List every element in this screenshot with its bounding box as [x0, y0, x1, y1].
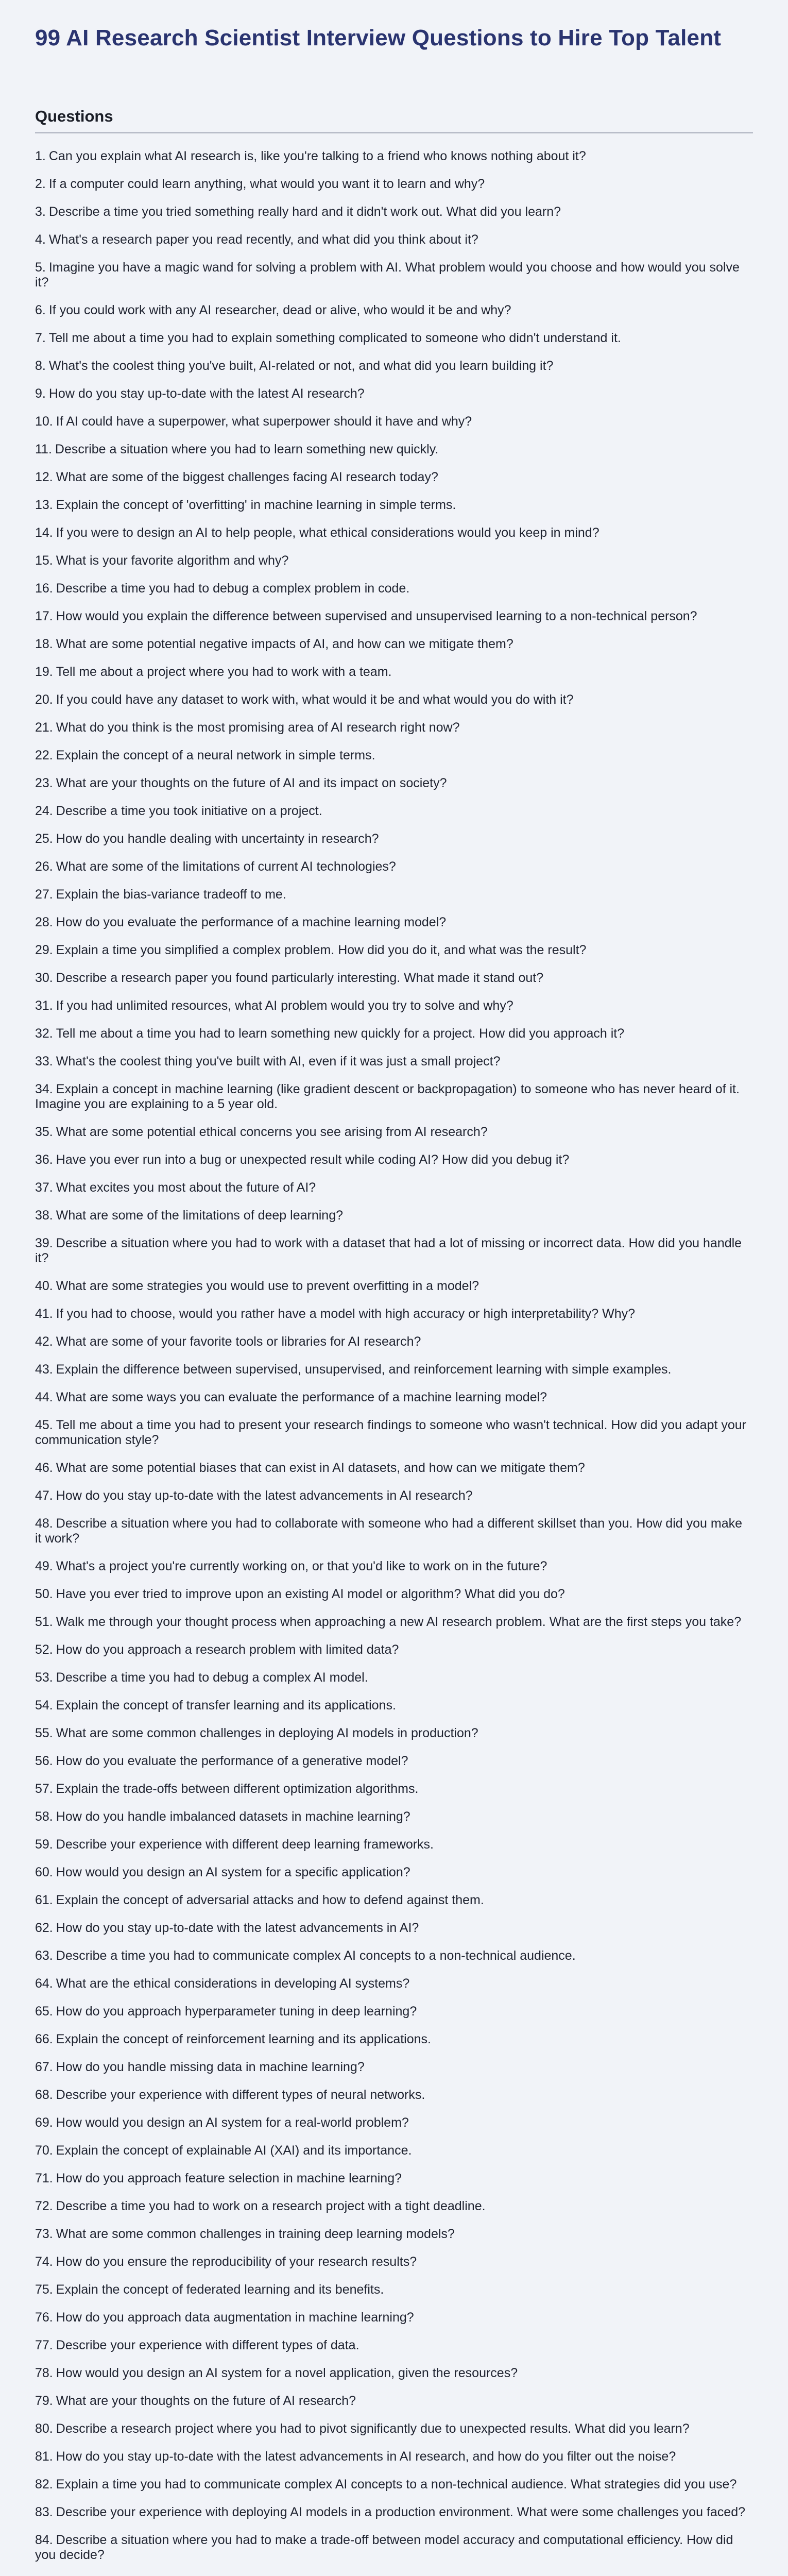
question-number: 43. [35, 1362, 53, 1377]
question-number: 28. [35, 915, 53, 929]
question-item [35, 553, 753, 568]
question-item [35, 177, 753, 192]
question-number: 44. [35, 1390, 53, 1404]
question-text: Describe a time you took initiative on a project. [56, 804, 322, 818]
question-item [35, 971, 753, 986]
question-text: What are some ways you can evaluate the performance of a machine learning model? [56, 1390, 547, 1404]
question-number: 72. [35, 2199, 53, 2213]
section-divider [35, 132, 753, 133]
question-item [35, 859, 753, 874]
question-text: Describe a time you tried something really hard and it didn't work out. What did you learn? [48, 205, 561, 219]
question-number: 64. [35, 1976, 53, 1991]
question-number: 1. [35, 149, 46, 163]
question-item [35, 692, 753, 707]
question-item [35, 2310, 753, 2325]
question-text: What are some of the biggest challenges facing AI research today? [56, 470, 438, 484]
question-number: 42. [35, 1334, 53, 1349]
question-text: What is your favorite algorithm and why? [56, 553, 289, 568]
page-title: 99 AI Research Scientist Interview Questions to Hire Top Talent [35, 25, 722, 50]
question-text: How would you design an AI system for a novel application, given the resources? [56, 2366, 518, 2380]
question-item [35, 1642, 753, 1657]
question-number: 35. [35, 1125, 53, 1139]
question-number: 49. [35, 1559, 53, 1573]
question-text: Tell me about a time you had to learn something new quickly for a project. How did you approach it? [56, 1026, 625, 1041]
question-item [35, 1390, 753, 1405]
question-number: 77. [35, 2338, 53, 2352]
question-item [35, 2004, 753, 2019]
question-item [35, 2115, 753, 2130]
question-text: What excites you most about the future of AI? [56, 1180, 316, 1195]
question-text: Explain the concept of federated learning and its benefits. [56, 2282, 384, 2297]
question-item [35, 526, 753, 540]
question-number: 4. [35, 232, 46, 247]
question-text: Tell me about a project where you had to work with a team. [56, 665, 392, 679]
question-text: Explain the concept of 'overfitting' in machine learning in simple terms. [56, 498, 456, 512]
question-item [35, 2199, 753, 2214]
question-item [35, 2282, 753, 2297]
question-number: 47. [35, 1488, 53, 1503]
question-text: What are some common challenges in training deep learning models? [56, 2227, 455, 2241]
question-number: 6. [35, 303, 46, 317]
question-item [35, 748, 753, 763]
question-text: Describe your experience with different types of data. [56, 2338, 359, 2352]
question-item [35, 470, 753, 485]
question-item [35, 2366, 753, 2381]
question-item [35, 1615, 753, 1630]
question-text: Describe a research project where you had to pivot significantly due to unexpected results. What did you learn? [56, 2421, 690, 2436]
question-item [35, 1082, 753, 1112]
question-text: If AI could have a superpower, what superpower should it have and why? [56, 414, 472, 429]
question-item [35, 720, 753, 735]
question-text: Describe a situation where you had to learn something new quickly. [55, 442, 439, 456]
question-text: If a computer could learn anything, what would you want it to learn and why? [48, 177, 485, 191]
question-item [35, 1559, 753, 1574]
question-item [35, 2449, 753, 2464]
question-item [35, 1726, 753, 1741]
question-item [35, 1948, 753, 1963]
question-number: 58. [35, 1809, 53, 1824]
question-item [35, 1782, 753, 1797]
question-item [35, 1809, 753, 1824]
question-text: What are some of the limitations of deep learning? [56, 1208, 344, 1223]
question-number: 41. [35, 1307, 53, 1321]
question-number: 2. [35, 177, 46, 191]
question-text: Explain the trade-offs between different optimization algorithms. [56, 1782, 419, 1796]
question-number: 66. [35, 2032, 53, 2046]
question-item [35, 1054, 753, 1069]
question-number: 23. [35, 776, 53, 790]
question-text: If you had to choose, would you rather have a model with high accuracy or high interpretability? Why? [56, 1307, 635, 1321]
question-number: 81. [35, 2449, 53, 2464]
question-item [35, 1754, 753, 1769]
question-number: 82. [35, 2477, 53, 2492]
question-number: 10. [35, 414, 53, 429]
question-number: 34. [35, 1082, 53, 1096]
question-number: 37. [35, 1180, 53, 1195]
question-text: If you could have any dataset to work with, what would it be and what would you do with it? [56, 692, 574, 707]
question-text: Have you ever run into a bug or unexpected result while coding AI? How did you debug it? [56, 1153, 570, 1167]
question-text: If you were to design an AI to help people, what ethical considerations would you keep in mind? [56, 526, 599, 540]
question-text: How do you ensure the reproducibility of your research results? [56, 2255, 417, 2269]
question-text: Describe a time you had to work on a research project with a tight deadline. [56, 2199, 486, 2213]
question-item [35, 609, 753, 624]
question-number: 83. [35, 2505, 53, 2519]
question-text: Can you explain what AI research is, like you're talking to a friend who knows nothing about it? [48, 149, 586, 163]
question-number: 40. [35, 1279, 53, 1293]
question-text: How do you stay up-to-date with the latest advancements in AI research, and how do you filter out the noise? [56, 2449, 676, 2464]
question-text: Explain the concept of explainable AI (XAI) and its importance. [56, 2143, 412, 2158]
question-number: 67. [35, 2060, 53, 2074]
question-text: Describe a situation where you had to make a trade-off between model accuracy and computational efficiency. How did you decide? [35, 2533, 733, 2562]
question-item [35, 581, 753, 596]
question-item [35, 359, 753, 374]
question-item [35, 804, 753, 819]
question-item [35, 1362, 753, 1377]
question-text: If you had unlimited resources, what AI problem would you try to solve and why? [56, 998, 513, 1013]
question-number: 25. [35, 832, 53, 846]
question-text: Explain the concept of transfer learning and its applications. [56, 1698, 396, 1713]
question-item [35, 2060, 753, 2075]
question-number: 3. [35, 205, 46, 219]
question-text: What are some of the limitations of current AI technologies? [56, 859, 396, 874]
question-item [35, 1921, 753, 1936]
question-item [35, 1125, 753, 1140]
question-text: Explain a time you had to communicate complex AI concepts to a non-technical audience. What strategies did you use? [56, 2477, 737, 2492]
question-item [35, 2394, 753, 2409]
question-number: 65. [35, 2004, 53, 2019]
question-item [35, 1976, 753, 1991]
question-text: Explain a time you simplified a complex problem. How did you do it, and what was the result? [56, 943, 587, 957]
question-item [35, 665, 753, 680]
question-text: Describe your experience with different types of neural networks. [56, 2088, 425, 2102]
question-number: 80. [35, 2421, 53, 2436]
question-number: 31. [35, 998, 53, 1013]
question-text: How do you approach data augmentation in machine learning? [56, 2310, 414, 2325]
question-number: 52. [35, 1642, 53, 1657]
question-text: What do you think is the most promising area of AI research right now? [56, 720, 460, 735]
question-item [35, 1153, 753, 1167]
question-number: 78. [35, 2366, 53, 2380]
question-number: 55. [35, 1726, 53, 1740]
question-item [35, 2171, 753, 2186]
question-number: 59. [35, 1837, 53, 1852]
question-number: 57. [35, 1782, 53, 1796]
question-text: How do you evaluate the performance of a generative model? [56, 1754, 408, 1768]
question-number: 62. [35, 1921, 53, 1935]
question-text: How do you stay up-to-date with the latest advancements in AI? [56, 1921, 419, 1935]
question-text: How do you approach hyperparameter tuning in deep learning? [56, 2004, 417, 2019]
question-item [35, 386, 753, 401]
question-item [35, 998, 753, 1013]
question-item [35, 2143, 753, 2158]
question-text: How would you design an AI system for a specific application? [56, 1865, 410, 1879]
question-item [35, 1026, 753, 1041]
question-number: 19. [35, 665, 53, 679]
question-number: 50. [35, 1587, 53, 1601]
question-text: Tell me about a time you had to explain something complicated to someone who didn't understand it. [48, 331, 621, 345]
question-text: Describe a time you had to debug a complex AI model. [56, 1670, 368, 1685]
question-text: How do you approach a research problem with limited data? [56, 1642, 399, 1657]
question-number: 21. [35, 720, 53, 735]
question-item [35, 943, 753, 958]
question-item [35, 1418, 753, 1448]
question-number: 22. [35, 748, 53, 762]
question-text: Explain the bias-variance tradeoff to me. [56, 887, 286, 902]
question-item [35, 232, 753, 247]
question-text: Describe a situation where you had to work with a dataset that had a lot of missing or incorrect data. How did you handle it? [35, 1236, 742, 1265]
question-number: 63. [35, 1948, 53, 1963]
question-item [35, 2088, 753, 2103]
question-text: How do you evaluate the performance of a machine learning model? [56, 915, 447, 929]
question-number: 11. [35, 442, 52, 456]
question-number: 7. [35, 331, 46, 345]
question-number: 61. [35, 1893, 53, 1907]
question-text: What are the ethical considerations in developing AI systems? [56, 1976, 410, 1991]
question-item [35, 1865, 753, 1880]
question-text: What's the coolest thing you've built with AI, even if it was just a small project? [56, 1054, 501, 1069]
question-text: Describe a research paper you found particularly interesting. What made it stand out? [56, 971, 544, 985]
question-number: 79. [35, 2394, 53, 2408]
question-number: 26. [35, 859, 53, 874]
question-item [35, 414, 753, 429]
question-text: What are your thoughts on the future of AI and its impact on society? [56, 776, 447, 790]
question-number: 45. [35, 1418, 53, 1432]
question-text: Explain the difference between supervised, unsupervised, and reinforcement learning with simple examples. [56, 1362, 672, 1377]
question-text: What are some potential biases that can exist in AI datasets, and how can we mitigate them? [56, 1461, 585, 1475]
section-heading: Questions [35, 107, 113, 125]
question-text: Explain the concept of reinforcement learning and its applications. [56, 2032, 431, 2046]
question-item [35, 832, 753, 846]
question-text: How would you design an AI system for a real-world problem? [56, 2115, 409, 2130]
question-item [35, 331, 753, 346]
question-text: What are some common challenges in deploying AI models in production? [56, 1726, 478, 1740]
question-number: 32. [35, 1026, 53, 1041]
question-item [35, 1236, 753, 1266]
question-item [35, 915, 753, 930]
question-item [35, 2477, 753, 2492]
question-number: 69. [35, 2115, 53, 2130]
question-item [35, 1698, 753, 1713]
question-number: 24. [35, 804, 53, 818]
question-text: What are some potential ethical concerns you see arising from AI research? [56, 1125, 488, 1139]
question-text: Describe your experience with deploying AI models in a production environment. What were some challenges you faced? [56, 2505, 745, 2519]
question-text: Have you ever tried to improve upon an existing AI model or algorithm? What did you do? [56, 1587, 565, 1601]
question-number: 13. [35, 498, 53, 512]
question-item [35, 1837, 753, 1852]
question-text: Explain the concept of adversarial attacks and how to defend against them. [56, 1893, 484, 1907]
question-text: What's a project you're currently working on, or that you'd like to work on in the future? [56, 1559, 547, 1573]
question-number: 70. [35, 2143, 53, 2158]
question-text: If you could work with any AI researcher, dead or alive, who would it be and why? [48, 303, 511, 317]
question-text: Imagine you have a magic wand for solving a problem with AI. What problem would you choose and how would you solve it? [35, 260, 740, 290]
question-number: 51. [35, 1615, 53, 1629]
question-number: 33. [35, 1054, 53, 1069]
question-text: What are some strategies you would use to prevent overfitting in a model? [56, 1279, 479, 1293]
question-text: Explain a concept in machine learning (like gradient descent or backpropagation) to someone who has never heard of it. Imagine you are explaining to a 5 year old. [35, 1082, 740, 1111]
question-item [35, 2421, 753, 2436]
question-text: How do you stay up-to-date with the latest AI research? [48, 386, 365, 401]
question-item [35, 1893, 753, 1908]
question-number: 9. [35, 386, 46, 401]
question-number: 29. [35, 943, 53, 957]
question-item [35, 1180, 753, 1195]
question-number: 75. [35, 2282, 53, 2297]
question-item [35, 1670, 753, 1685]
question-item [35, 1461, 753, 1476]
question-number: 54. [35, 1698, 53, 1713]
question-item [35, 1334, 753, 1349]
question-text: Describe your experience with different deep learning frameworks. [56, 1837, 434, 1852]
question-item [35, 1587, 753, 1602]
question-number: 27. [35, 887, 53, 902]
question-number: 53. [35, 1670, 53, 1685]
question-text: How do you handle missing data in machine learning? [56, 2060, 365, 2074]
question-number: 84. [35, 2533, 53, 2547]
question-text: How do you approach feature selection in machine learning? [56, 2171, 402, 2185]
question-text: Describe a time you had to debug a complex problem in code. [56, 581, 410, 596]
question-number: 74. [35, 2255, 53, 2269]
question-item [35, 637, 753, 652]
question-number: 30. [35, 971, 53, 985]
question-text: Describe a situation where you had to collaborate with someone who had a different skillset than you. How did you make it work? [35, 1516, 743, 1546]
question-text: How do you handle dealing with uncertainty in research? [56, 832, 379, 846]
question-item [35, 1208, 753, 1223]
question-number: 5. [35, 260, 46, 275]
question-number: 46. [35, 1461, 53, 1475]
question-item [35, 2338, 753, 2353]
question-text: How would you explain the difference between supervised and unsupervised learning to a non-technical person? [56, 609, 697, 623]
question-number: 71. [35, 2171, 53, 2185]
question-number: 16. [35, 581, 53, 596]
question-number: 48. [35, 1516, 53, 1531]
question-item [35, 149, 753, 164]
question-item [35, 2227, 753, 2242]
question-text: What are some potential negative impacts of AI, and how can we mitigate them? [56, 637, 513, 651]
question-item [35, 1516, 753, 1546]
question-number: 39. [35, 1236, 53, 1250]
question-text: Walk me through your thought process when approaching a new AI research problem. What are the first steps you take? [56, 1615, 742, 1629]
question-item [35, 2533, 753, 2563]
question-item [35, 776, 753, 791]
question-text: Tell me about a time you had to present your research findings to someone who wasn't technical. How did you adapt your communication style? [35, 1418, 747, 1447]
question-number: 73. [35, 2227, 53, 2241]
question-number: 15. [35, 553, 53, 568]
question-number: 8. [35, 359, 46, 373]
question-item [35, 2255, 753, 2269]
question-number: 14. [35, 526, 53, 540]
question-item [35, 498, 753, 513]
question-text: What's a research paper you read recently, and what did you think about it? [48, 232, 478, 247]
question-item [35, 2032, 753, 2047]
question-number: 76. [35, 2310, 53, 2325]
question-item [35, 442, 753, 457]
question-item [35, 205, 753, 219]
question-text: Describe a time you had to communicate complex AI concepts to a non-technical audience. [56, 1948, 576, 1963]
question-item [35, 303, 753, 318]
question-text: How do you handle imbalanced datasets in machine learning? [56, 1809, 410, 1824]
question-text: What's the coolest thing you've built, AI-related or not, and what did you learn building it? [48, 359, 554, 373]
question-number: 17. [35, 609, 53, 623]
question-item [35, 2505, 753, 2520]
question-item [35, 1488, 753, 1503]
question-text: What are some of your favorite tools or libraries for AI research? [56, 1334, 421, 1349]
question-number: 38. [35, 1208, 53, 1223]
question-number: 18. [35, 637, 53, 651]
question-number: 68. [35, 2088, 53, 2102]
question-number: 56. [35, 1754, 53, 1768]
question-number: 20. [35, 692, 53, 707]
question-number: 60. [35, 1865, 53, 1879]
question-item [35, 1279, 753, 1294]
question-number: 12. [35, 470, 53, 484]
question-text: How do you stay up-to-date with the latest advancements in AI research? [56, 1488, 473, 1503]
question-item [35, 260, 753, 290]
question-list [35, 149, 753, 2576]
question-text: What are your thoughts on the future of AI research? [56, 2394, 356, 2408]
question-item [35, 1307, 753, 1321]
question-text: Explain the concept of a neural network in simple terms. [56, 748, 375, 762]
question-number: 36. [35, 1153, 53, 1167]
question-item [35, 887, 753, 902]
